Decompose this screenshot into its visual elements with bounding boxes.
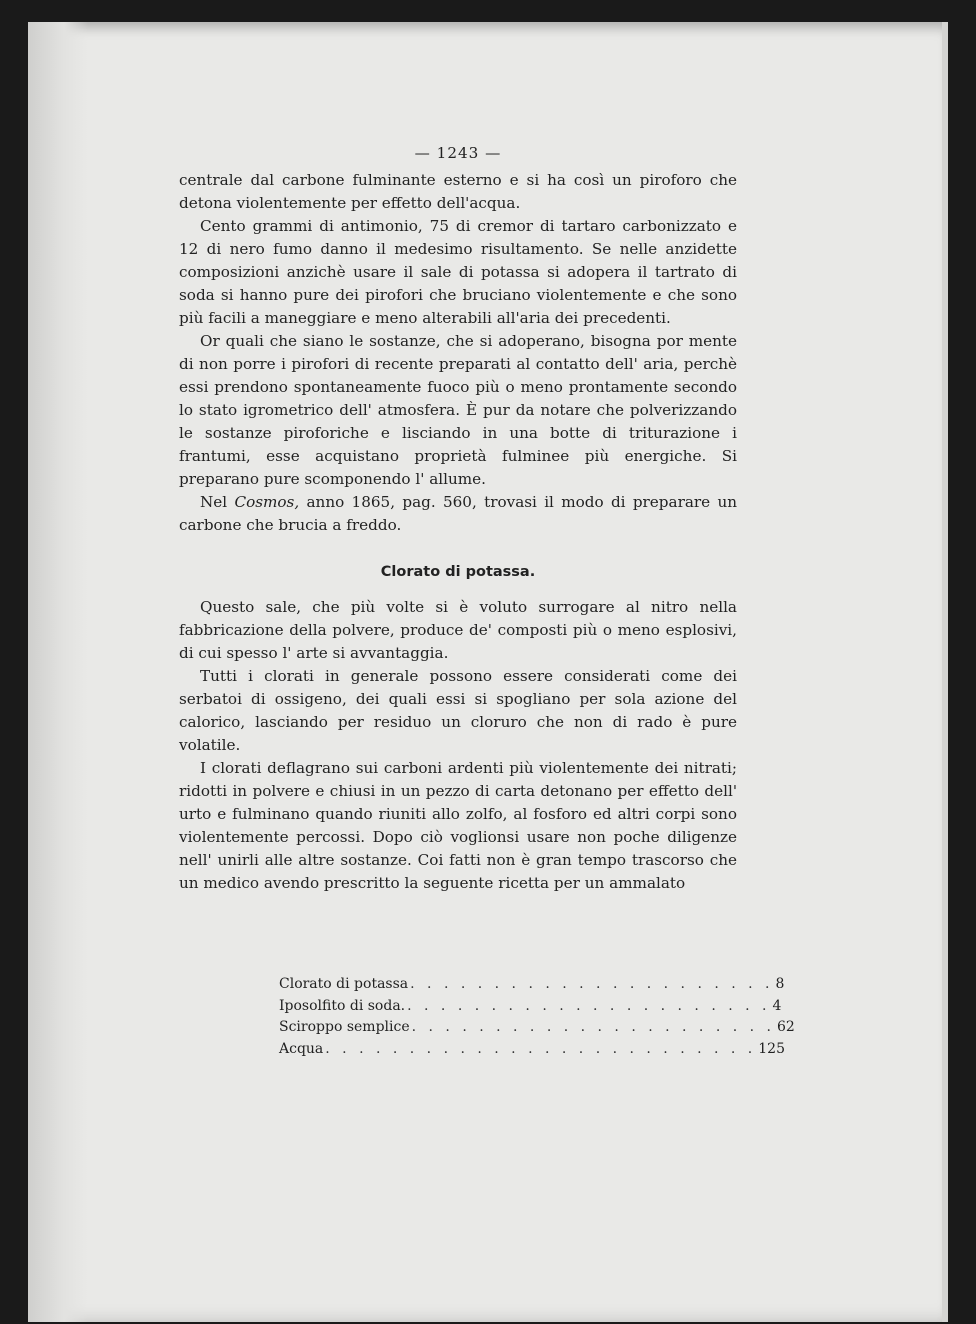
recipe-ingredient: Sciroppo semplice bbox=[279, 1019, 410, 1035]
recipe-quantity: 4 bbox=[772, 997, 782, 1014]
paragraph: Cento grammi di antimonio, 75 di cremor di tartaro carbonizzato e 12 di nero fumo danno il medesimo risultamento. Se nelle anzidette composizioni anzichè usare il sale di potassa si adopera il tartrato di soda si hanno pure dei pirofori che bruciano violentemente e che sono più facili a maneggiare e meno alterabili all'aria dei precedenti. bbox=[179, 217, 737, 327]
page-number: — 1243 — bbox=[414, 144, 502, 162]
recipe-row bbox=[279, 1017, 795, 1039]
paragraph-suffix: anno 1865, pag. 560, trovasi il modo di preparare un carbone che brucia a freddo. bbox=[179, 493, 738, 534]
recipe-ingredient: Iposolfito di soda. bbox=[279, 997, 406, 1014]
leader-dots: . . . . . . . . . . . . . . . . . . . . . . . . . . bbox=[325, 1040, 757, 1057]
recipe-ingredient: Clorato di potassa bbox=[279, 976, 409, 992]
paragraph: Questo sale, che più volte si è voluto surrogare al nitro nella fabbricazione della polvere, produce de' composti più o meno esplosivi, di cui spesso l' arte si avvantaggia. bbox=[179, 598, 737, 662]
page-text bbox=[179, 142, 737, 895]
recipe-quantity: 125 bbox=[758, 1040, 785, 1057]
paragraph: Tutti i clorati in generale possono essere considerati come dei serbatoi di ossigeno, dei quali essi si spogliano per sola azione del calorico, lasciando per residuo un cloruro che non di rado è pure volatile. bbox=[179, 667, 737, 754]
section-heading: Clorato di potassa. bbox=[380, 564, 536, 580]
page-edge bbox=[942, 22, 948, 1322]
leader-dots: . . . . . . . . . . . . . . . . . . . . . . bbox=[411, 1019, 775, 1035]
recipe-list bbox=[279, 974, 795, 1060]
recipe-row bbox=[279, 1039, 785, 1061]
recipe-row bbox=[279, 974, 785, 996]
page-shadow bbox=[28, 22, 88, 1322]
recipe-quantity: 62 bbox=[776, 1019, 795, 1035]
paragraph: I clorati deflagrano sui carboni ardenti più violentemente dei nitrati; ridotti in polvere e chiusi in un pezzo di carta detonano per effetto dell' urto e fulminano quando riuniti allo zolfo, al fosforo ed altri corpi sono violentemente percossi. Dopo ciò voglionsi usare non poche diligenze nell' unirli alle altre sostanze. Coi fatti non è gran tempo trascorso che un medico avendo prescritto la seguente ricetta per un ammalato bbox=[179, 759, 737, 892]
paragraph: Or quali che siano le sostanze, che si adoperano, bisogna por mente di non porre i pirofori di recente preparati al contatto dell' aria, perchè essi prendono spontaneamente fuoco più o meno prontamente secondo lo stato igrometrico dell' atmosfera. È pur da notare che polverizzando le sostanze piroforiche e lisciando in una botte di triturazione i frantumi, esse acquistano proprietà fulminee più energiche. Si preparano pure scomponendo l' allume. bbox=[179, 332, 737, 488]
recipe-quantity: 8 bbox=[775, 976, 785, 992]
leader-dots: . . . . . . . . . . . . . . . . . . . . . . bbox=[410, 976, 774, 992]
cosmos-title: Cosmos, bbox=[234, 493, 300, 511]
recipe-row bbox=[279, 996, 782, 1018]
paragraph: centrale dal carbone fulminante esterno e si ha così un piroforo che detona violentemente per effetto dell'acqua. bbox=[179, 171, 737, 212]
paragraph-prefix: Nel bbox=[200, 493, 235, 511]
cosmos-paragraph bbox=[179, 491, 737, 537]
leader-dots: . . . . . . . . . . . . . . . . . . . . . . bbox=[407, 997, 771, 1014]
recipe-ingredient: Acqua bbox=[279, 1040, 324, 1057]
